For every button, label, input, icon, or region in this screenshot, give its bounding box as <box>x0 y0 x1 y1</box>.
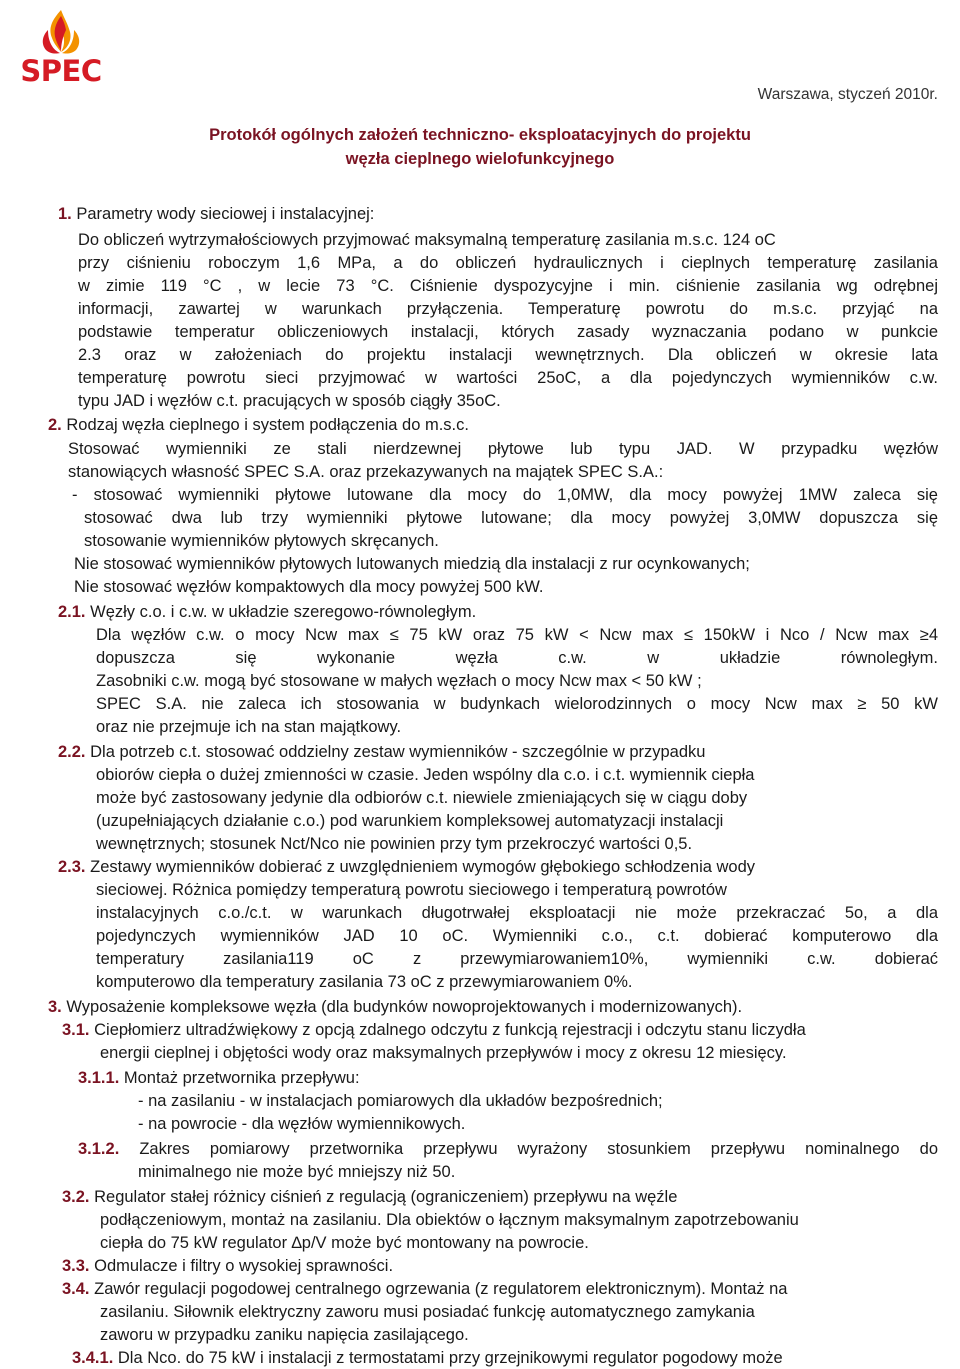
section-heading-line <box>58 741 705 763</box>
line-text: energii cieplnej i objętości wody oraz maksymalnych przepływów i mocy z okresu 12 miesięcy. <box>100 1044 787 1062</box>
line-text: w zimie 119 °C , w lecie 73 °C. Ciśnienie dyspozycyjne i min. ciśnienie zasilania wg odrębnej <box>78 277 938 295</box>
body-text-line <box>96 670 702 692</box>
line-text: Dla potrzeb c.t. stosować oddzielny zestaw wymienników - szczególnie w przypadku <box>85 743 706 761</box>
section-heading-line <box>58 203 374 225</box>
line-text: (uzupełniających działanie c.o.) pod warunkiem kompleksowej automatyzacji instalacji <box>96 812 724 830</box>
line-text: Dla węzłów c.w. o mocy Ncw max ≤ 75 kW oraz 75 kW < Ncw max ≤ 150kW i Nco / Ncw max ≥4 <box>96 626 938 644</box>
body-text-line <box>138 1090 663 1112</box>
line-text: Montaż przetwornika przepływu: <box>119 1069 360 1087</box>
section-number: 3.4. <box>62 1280 90 1298</box>
section-heading-line <box>62 1255 393 1277</box>
line-text: typu JAD i węzłów c.t. pracujących w sposób ciągły 35oC. <box>78 392 501 410</box>
line-text: Węzły c.o. i c.w. w układzie szeregowo-równoległym. <box>85 603 477 621</box>
line-text: - na zasilaniu - w instalacjach pomiarowych dla układów bezpośrednich; <box>138 1092 663 1110</box>
line-text: Regulator stałej różnicy ciśnień z regulacją (ograniczeniem) przepływu na węźle <box>89 1188 678 1206</box>
line-text: Nie stosować węzłów kompaktowych dla mocy powyżej 500 kW. <box>74 578 544 596</box>
document-date: Warszawa, styczeń 2010r. <box>757 86 938 103</box>
body-text-line <box>96 879 727 901</box>
body-text-line <box>84 530 439 552</box>
line-text: Zawór regulacji pogodowej centralnego ogrzewania (z regulatorem elektronicznym). Montaż na <box>89 1280 788 1298</box>
line-text: stosować dwa lub trzy wymienniki płytowe lutowane; dla mocy powyżej 3,0MW dopuszcza się <box>84 509 938 527</box>
section-heading-line <box>48 414 469 436</box>
line-text: Nie stosować wymienników płytowych lutowanych miedzią dla instalacji z rur ocynkowanych; <box>74 555 750 573</box>
line-text: komputerowo dla temperatury zasilania 73 oC z przewymiarowaniem 0%. <box>96 973 633 991</box>
line-text: Rodzaj węzła cieplnego i system podłączenia do m.s.c. <box>61 416 469 434</box>
line-text: instalacyjnych c.o./c.t. w warunkach długotrwałej eksploatacji nie może przekraczać 5o, a dla <box>96 904 938 922</box>
line-text: zaworu w przypadku zaniku napięcia zasilającego. <box>100 1326 469 1344</box>
section-heading-line <box>58 601 476 623</box>
section-heading-line <box>58 856 755 878</box>
body-text-line <box>78 344 938 366</box>
section-number: 2.2. <box>58 743 86 761</box>
section-number: 3. <box>48 998 62 1016</box>
line-text: temperatury zasilania119 oC z przewymiarowaniem10%, wymienniki c.w. dobierać <box>96 950 938 968</box>
body-text-line <box>100 1232 589 1254</box>
flame-icon <box>8 6 114 58</box>
line-text: oraz nie przejmuje ich na stan majątkowy. <box>96 718 402 736</box>
section-heading-line <box>48 996 742 1018</box>
line-text: podłączeniowym, montaż na zasilaniu. Dla obiektów o łącznym maksymalnym zapotrzebowaniu <box>100 1211 799 1229</box>
line-text: Zestawy wymienników dobierać z uwzględnieniem wymogów głębokiego schłodzenia wody <box>85 858 756 876</box>
line-text: informacji, zawartej w warunkach przyłączenia. Temperaturę powrotu do m.s.c. przyjąć na <box>78 300 938 318</box>
section-number: 3.1.2. <box>78 1140 120 1158</box>
body-text-line <box>100 1209 799 1231</box>
line-text: może być zastosowany jedynie dla odbiorów c.t. niewiele zmieniających się w ciągu doby <box>96 789 748 807</box>
body-text-line <box>96 624 938 646</box>
section-number: 3.1.1. <box>78 1069 120 1087</box>
body-text-line <box>78 367 938 389</box>
body-text-line <box>96 902 938 924</box>
line-text: Dla Nco. do 75 kW i instalacji z termostatami przy grzejnikowymi regulator pogodowy może <box>113 1349 783 1367</box>
line-text: stanowiących własność SPEC S.A. oraz przekazywanych na majątek SPEC S.A.: <box>68 463 664 481</box>
body-text-line <box>78 252 938 274</box>
body-text-line <box>84 507 938 529</box>
section-number: 3.3. <box>62 1257 90 1275</box>
body-text-line <box>96 787 747 809</box>
section-number: 1. <box>58 205 72 223</box>
document-title-line-2: węzła cieplnego wielofunkcyjnego <box>345 150 615 168</box>
line-text: przy ciśnieniu roboczym 1,6 MPa, a do obliczeń hydraulicznych i cieplnych temperaturę zasilania <box>78 254 938 272</box>
body-text-line <box>96 948 938 970</box>
section-number: 3.4.1. <box>72 1349 114 1367</box>
line-text: Parametry wody sieciowej i instalacyjnej: <box>71 205 375 223</box>
line-text: Ciepłomierz ultradźwiękowy z opcją zdalnego odczytu z funkcją rejestracji i odczytu stanu liczydła <box>89 1021 806 1039</box>
line-text: dopuszcza się wykonanie węzła c.w. w układzie równoległym. <box>96 649 938 667</box>
section-number: 2.1. <box>58 603 86 621</box>
body-text-line <box>138 1113 465 1135</box>
body-text-line <box>96 971 632 993</box>
section-heading-line <box>62 1278 787 1300</box>
body-text-line <box>78 229 776 251</box>
body-text-line <box>100 1301 755 1323</box>
line-text: - na powrocie - dla węzłów wymiennikowych. <box>138 1115 466 1133</box>
line-text: Zakres pomiarowy przetwornika przepływu wyrażony stosunkiem przepływu nominalnego do <box>119 1140 938 1158</box>
body-text-line <box>68 461 663 483</box>
body-text-line <box>96 925 938 947</box>
line-text: Odmulacze i filtry o wysokiej sprawności. <box>89 1257 394 1275</box>
body-text-line <box>96 716 401 738</box>
section-heading-line <box>62 1019 806 1041</box>
line-text: pojedynczych wymienników JAD 10 oC. Wymienniki c.o., c.t. dobierać komputerowo dla <box>96 927 938 945</box>
body-text-line <box>78 321 938 343</box>
body-text-line <box>74 576 544 598</box>
spec-logo <box>8 6 114 86</box>
body-text-line <box>96 647 938 669</box>
section-number: 2. <box>48 416 62 434</box>
section-heading-line <box>62 1186 677 1208</box>
line-text: Stosować wymienniki ze stali nierdzewnej płytowe lub typu JAD. W przypadku węzłów <box>68 440 938 458</box>
body-text-line <box>96 693 938 715</box>
line-text: ciepła do 75 kW regulator ∆p/V może być montowany na powrocie. <box>100 1234 589 1252</box>
line-text: sieciowej. Różnica pomiędzy temperaturą powrotu sieciowego i temperaturą powrotów <box>96 881 727 899</box>
body-text-line <box>138 1161 455 1183</box>
section-heading-line <box>78 1067 360 1089</box>
section-heading-line <box>78 1138 938 1160</box>
line-text: Wyposażenie kompleksowe węzła (dla budynków nowoprojektowanych i modernizowanych). <box>61 998 743 1016</box>
body-text-line <box>100 1324 469 1346</box>
line-text: wewnętrznych; stosunek Nct/Nco nie powinien przy tym przekroczyć wartości 0,5. <box>96 835 693 853</box>
body-text-line <box>74 553 750 575</box>
document-title-line-1: Protokół ogólnych założeń techniczno- eksploatacyjnych do projektu <box>209 126 751 144</box>
line-text: zasilaniu. Siłownik elektryczny zaworu musi posiadać funkcję automatycznego zamykania <box>100 1303 755 1321</box>
body-text-line <box>78 298 938 320</box>
section-number: 2.3. <box>58 858 86 876</box>
logo-text: SPEC <box>20 54 102 88</box>
line-text: stosowanie wymienników płytowych skręcanych. <box>84 532 439 550</box>
section-number: 3.2. <box>62 1188 90 1206</box>
body-text-line <box>96 810 723 832</box>
section-heading-line <box>72 1347 783 1369</box>
line-text: SPEC S.A. nie zaleca ich stosowania w budynkach wielorodzinnych o mocy Ncw max ≥ 50 kW <box>96 695 938 713</box>
line-text: Do obliczeń wytrzymałościowych przyjmować maksymalną temperaturę zasilania m.s.c. 124 oC <box>78 231 776 249</box>
body-text-line <box>68 438 938 460</box>
body-text-line <box>78 390 501 412</box>
body-text-line <box>78 275 938 297</box>
line-text: temperaturę powrotu sieci przyjmować w wartości 25oC, a dla pojedynczych wymienników c.w. <box>78 369 938 387</box>
line-text: minimalnego nie może być mniejszy niż 50. <box>138 1163 456 1181</box>
body-text-line <box>100 1042 787 1064</box>
line-text: obiorów ciepła o dużej zmienności w czasie. Jeden wspólny dla c.o. i c.t. wymiennik ciepła <box>96 766 755 784</box>
line-text: podstawie temperatur obliczeniowych instalacji, których zasady wyznaczania podano w punkcie <box>78 323 938 341</box>
section-number: 3.1. <box>62 1021 90 1039</box>
body-text-line <box>72 484 938 506</box>
line-text: 2.3 oraz w założeniach do projektu instalacji wewnętrznych. Dla obliczeń w okresie lata <box>78 346 938 364</box>
body-text-line <box>96 764 754 786</box>
body-text-line <box>96 833 692 855</box>
line-text: Zasobniki c.w. mogą być stosowane w małych węzłach o mocy Ncw max < 50 kW ; <box>96 672 702 690</box>
line-text: - stosować wymienniki płytowe lutowane dla mocy do 1,0MW, dla mocy powyżej 1MW zaleca się <box>72 486 938 504</box>
